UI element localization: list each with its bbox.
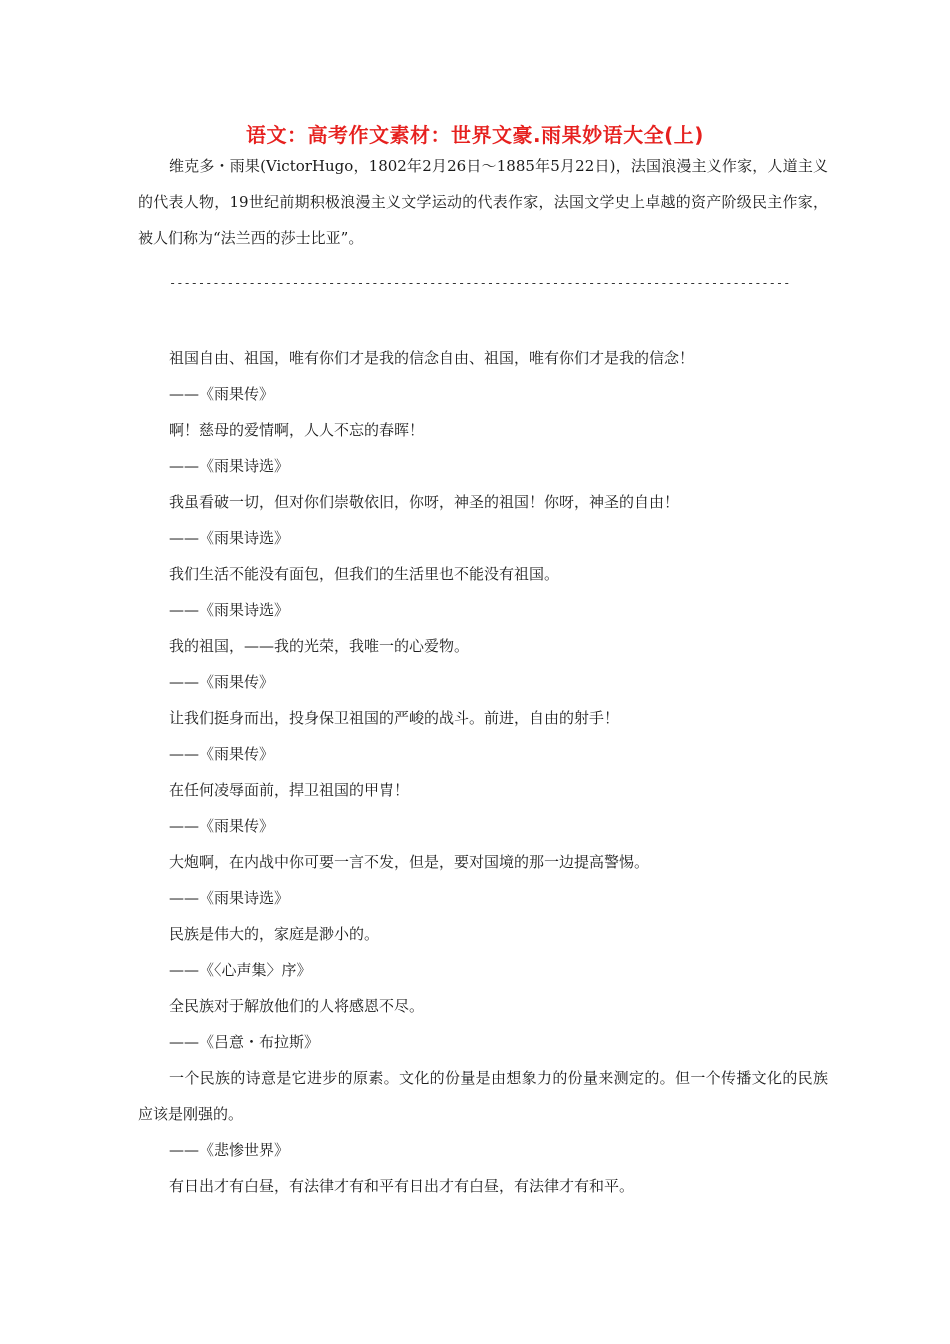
quote-text: 祖国自由、祖国，唯有你们才是我的信念自由、祖国，唯有你们才是我的信念！ <box>169 349 695 367</box>
quote-item <box>138 700 828 772</box>
quote-item <box>138 412 828 484</box>
quote-source: ——《雨果传》 <box>169 673 275 691</box>
quote-text: 在任何凌辱面前，捍卫祖国的甲胄！ <box>169 781 410 799</box>
separator-line: -------------------------------------------------------------------------------------- <box>169 276 791 290</box>
quote-text: 有日出才有白昼，有法律才有和平有日出才有白昼，有法律才有和平。 <box>169 1177 635 1195</box>
quote-source: ——《雨果诗选》 <box>169 601 290 619</box>
quote-item <box>138 484 828 556</box>
quote-item <box>138 628 828 700</box>
quote-item <box>138 340 828 412</box>
document-title: 语文：高考作文素材：世界文豪.雨果妙语大全(上) <box>246 123 704 147</box>
quote-source: ——《雨果传》 <box>169 385 275 403</box>
quote-item <box>138 1168 828 1204</box>
author-intro: 维克多・雨果(VictorHugo，1802年2月26日～1885年5月22日)，法国浪漫主义作家，人道主义的代表人物，19世纪前期积极浪漫主义文学运动的代表作家，法国文学史上卓越的资产阶级民主作家，被人们称为“法兰西的莎士比亚”。 <box>138 157 828 247</box>
quote-text: 啊！慈母的爱情啊，人人不忘的春晖！ <box>169 421 425 439</box>
quote-list <box>138 340 828 1204</box>
quote-text: 我的祖国，——我的光荣，我唯一的心爱物。 <box>169 637 470 655</box>
quote-text: 我虽看破一切，但对你们崇敬依旧，你呀，神圣的祖国！你呀，神圣的自由！ <box>169 493 680 511</box>
quote-text: 民族是伟大的，家庭是渺小的。 <box>169 925 380 943</box>
quote-text: 全民族对于解放他们的人将感恩不尽。 <box>169 997 425 1015</box>
quote-source: ——《雨果诗选》 <box>169 457 290 475</box>
quote-source: ——《雨果诗选》 <box>169 889 290 907</box>
quote-item <box>138 1060 828 1168</box>
quote-item <box>138 844 828 916</box>
quote-text: 大炮啊，在内战中你可要一言不发，但是，要对国境的那一边提高警惕。 <box>169 853 650 871</box>
quote-item <box>138 916 828 988</box>
quote-source: ——《雨果传》 <box>169 817 275 835</box>
quote-source: ——《雨果传》 <box>169 745 275 763</box>
quote-item <box>138 772 828 844</box>
quote-source: ——《〈心声集〉序》 <box>169 961 312 979</box>
quote-item <box>138 988 828 1060</box>
quote-source: ——《雨果诗选》 <box>169 529 290 547</box>
quote-source: ——《吕意・布拉斯》 <box>169 1033 320 1051</box>
quote-source: ——《悲惨世界》 <box>169 1141 290 1159</box>
quote-text: 一个民族的诗意是它进步的原素。文化的份量是由想象力的份量来测定的。但一个传播文化的民族应该是刚强的。 <box>138 1069 828 1123</box>
quote-item <box>138 556 828 628</box>
quote-text: 我们生活不能没有面包，但我们的生活里也不能没有祖国。 <box>169 565 560 583</box>
quote-text: 让我们挺身而出，投身保卫祖国的严峻的战斗。前进，自由的射手！ <box>169 709 620 727</box>
